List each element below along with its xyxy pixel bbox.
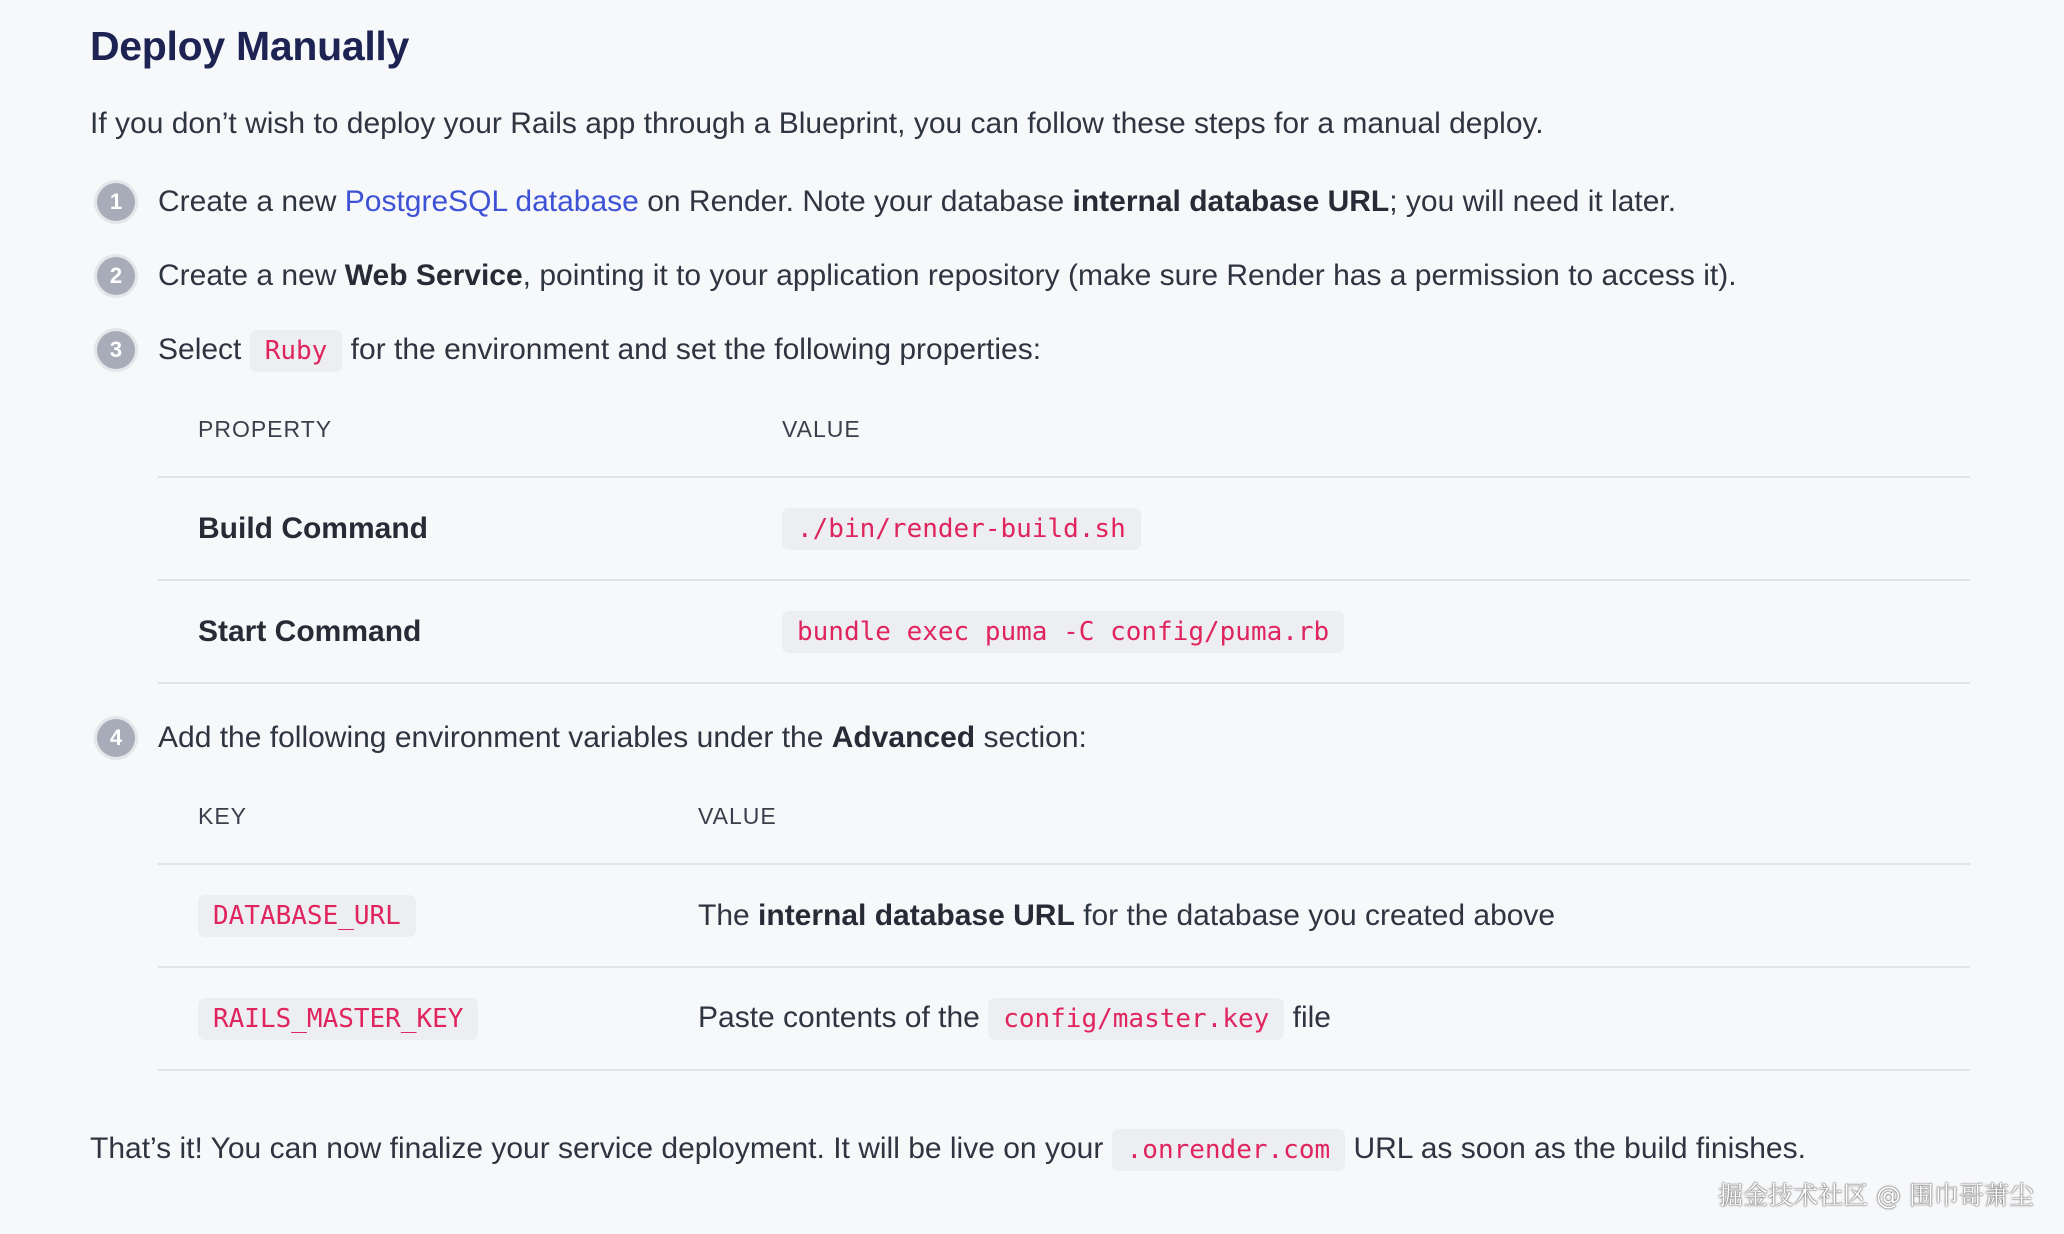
env-value <box>658 967 1970 1070</box>
property-name: Build Command <box>158 477 742 580</box>
onrender-domain-code: .onrender.com <box>1112 1129 1346 1171</box>
master-key-file-code: config/master.key <box>988 998 1284 1040</box>
step-2 <box>90 256 1990 296</box>
env-value-text: The <box>698 898 759 932</box>
step-text: , pointing it to your application repository (make sure Render has a permission to access it). <box>522 259 1737 292</box>
postgresql-database-link[interactable]: PostgreSQL database <box>344 185 639 218</box>
outro-text: That’s it! You can now finalize your service deployment. It will be live on your <box>90 1132 1112 1165</box>
env-key <box>158 864 658 967</box>
step-number-badge: 4 <box>97 719 135 757</box>
page-title: Deploy Manually <box>90 23 410 69</box>
step-text: ; you will need it later. <box>1389 185 1677 218</box>
rails-master-key-code: RAILS_MASTER_KEY <box>198 998 478 1040</box>
table-header-row <box>158 409 1970 477</box>
step-4 <box>90 718 1990 1071</box>
table-row <box>158 967 1970 1070</box>
step-number-badge: 2 <box>97 257 135 295</box>
step-1 <box>90 182 1990 222</box>
env-value-text: for the database you created above <box>1074 898 1556 932</box>
step-bold-text: Advanced <box>831 721 976 754</box>
properties-table <box>158 409 1970 684</box>
table-row <box>158 864 1970 967</box>
env-value <box>658 864 1970 967</box>
step-text: Create a new <box>158 185 345 218</box>
database-url-code: DATABASE_URL <box>198 895 416 937</box>
property-value <box>742 477 1970 580</box>
env-value-text: Paste contents of the <box>698 1001 989 1034</box>
outro-text: URL as soon as the build finishes. <box>1345 1132 1806 1165</box>
step-text: Add the following environment variables under the <box>158 721 832 754</box>
step-text: section: <box>975 721 1087 754</box>
step-number-badge: 1 <box>97 183 135 221</box>
build-command-code: ./bin/render-build.sh <box>782 508 1141 550</box>
ruby-code: Ruby <box>250 330 343 372</box>
column-header-key: KEY <box>158 796 658 864</box>
env-value-text: file <box>1284 1001 1331 1034</box>
table-header-row <box>158 796 1970 864</box>
env-value-bold: internal database URL <box>758 898 1075 932</box>
step-3 <box>90 330 1990 684</box>
column-header-value: VALUE <box>658 796 1970 864</box>
step-bold-text: internal database URL <box>1072 185 1390 218</box>
step-text: Select <box>158 333 250 366</box>
step-text: on Render. Note your database <box>638 185 1073 218</box>
property-value <box>742 580 1970 683</box>
start-command-code: bundle exec puma -C config/puma.rb <box>782 611 1344 653</box>
column-header-value: VALUE <box>742 409 1970 477</box>
step-bold-text: Web Service <box>344 259 523 292</box>
table-row <box>158 477 1970 580</box>
env-key <box>158 967 658 1070</box>
watermark: 掘金技术社区 @ 围巾哥萧尘 <box>1718 1181 2034 1210</box>
outro-paragraph <box>90 1129 1990 1170</box>
steps-list <box>90 182 1990 1071</box>
table-row <box>158 580 1970 683</box>
intro-paragraph: If you don’t wish to deploy your Rails app through a Blueprint, you can follow these steps for a manual deploy. <box>90 107 1544 140</box>
doc-content <box>90 18 1990 1170</box>
step-text: for the environment and set the following properties: <box>342 333 1042 366</box>
step-number-badge: 3 <box>97 331 135 369</box>
property-name: Start Command <box>158 580 742 683</box>
env-vars-table <box>158 796 1970 1071</box>
column-header-property: PROPERTY <box>158 409 742 477</box>
step-text: Create a new <box>158 259 345 292</box>
